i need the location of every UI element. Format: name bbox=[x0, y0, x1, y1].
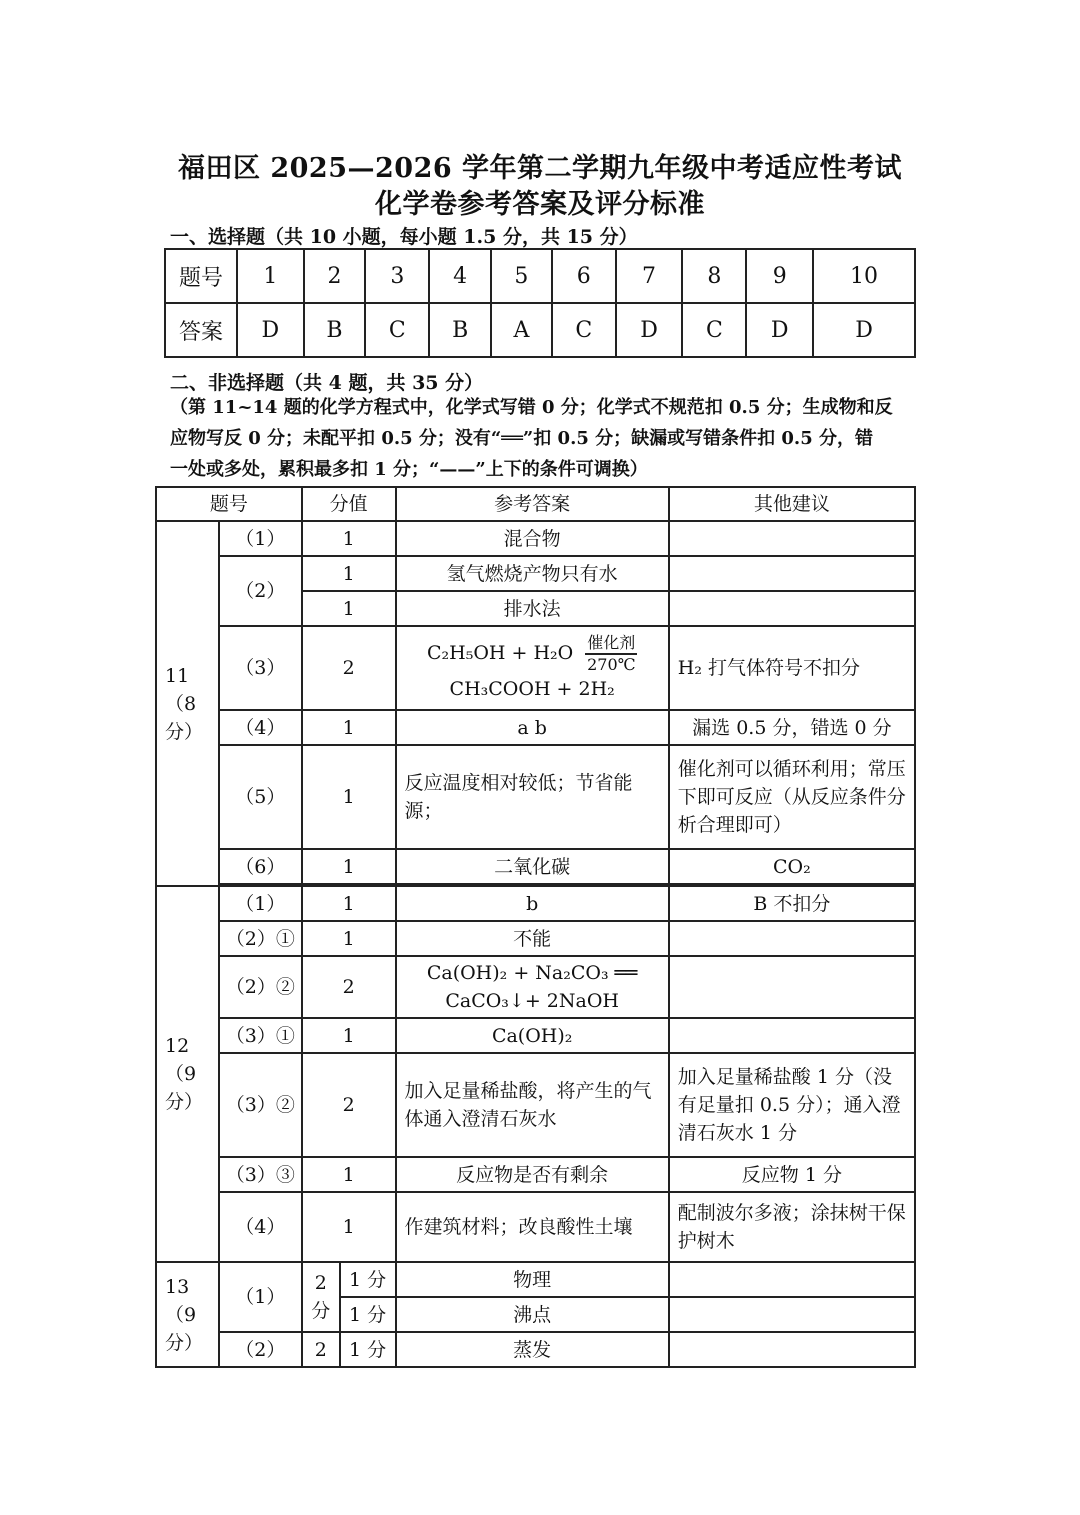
choice-answer: B bbox=[429, 303, 491, 357]
table-row bbox=[156, 1192, 915, 1262]
equation-line-2: CaCO₃↓+ 2NaOH bbox=[445, 990, 619, 1012]
table-row bbox=[156, 956, 915, 1018]
equation-line-1: Ca(OH)₂ + Na₂CO₃ ══ bbox=[426, 962, 638, 984]
other-cell bbox=[669, 521, 915, 556]
choice-answer-table bbox=[164, 248, 916, 358]
other-cell bbox=[669, 1018, 915, 1053]
choice-answer: D bbox=[746, 303, 813, 357]
other-cell: 漏选 0.5 分，错选 0 分 bbox=[669, 710, 915, 745]
score-cell: 2 bbox=[302, 626, 396, 710]
sub-label: （3） bbox=[219, 626, 302, 710]
condition-catalyst: 催化剂 bbox=[585, 633, 637, 655]
other-cell bbox=[669, 1297, 915, 1332]
section2-heading: 二、非选择题（共 4 题，共 35 分） bbox=[170, 372, 484, 394]
other-cell: H₂ 打气体符号不扣分 bbox=[669, 626, 915, 710]
other-cell bbox=[669, 591, 915, 626]
equation-reactants: C₂H₅OH + H₂O bbox=[427, 642, 574, 664]
title-line-1: 福田区 2025—2026 学年第二学期九年级中考适应性考试 bbox=[177, 153, 903, 184]
section1-heading: 一、选择题（共 10 小题，每小题 1.5 分，共 15 分） bbox=[170, 226, 638, 248]
choice-row-label-q: 题号 bbox=[165, 249, 237, 303]
table-row bbox=[156, 1157, 915, 1192]
table-row bbox=[156, 710, 915, 745]
answer-cell: 排水法 bbox=[396, 591, 669, 626]
header-answer: 参考答案 bbox=[396, 487, 669, 521]
score-cell: 1 bbox=[302, 886, 396, 921]
other-cell bbox=[669, 556, 915, 591]
answer-cell: 加入足量稀盐酸，将产生的气体通入澄清石灰水 bbox=[396, 1053, 669, 1157]
choice-answer: D bbox=[616, 303, 683, 357]
choice-number: 2 bbox=[304, 249, 366, 303]
answer-cell: 沸点 bbox=[396, 1297, 669, 1332]
sub-label: （2）② bbox=[219, 956, 302, 1018]
part-score-cell: 1 分 bbox=[340, 1332, 396, 1367]
reaction-condition bbox=[585, 633, 637, 675]
answer-cell: 混合物 bbox=[396, 521, 669, 556]
scoring-note bbox=[170, 392, 915, 485]
answer-cell: 氢气燃烧产物只有水 bbox=[396, 556, 669, 591]
table-row bbox=[156, 626, 915, 710]
choice-answer-row bbox=[165, 303, 915, 357]
header-score: 分值 bbox=[302, 487, 396, 521]
equation-cell bbox=[396, 626, 669, 710]
table-row bbox=[156, 521, 915, 556]
answer-cell: 二氧化碳 bbox=[396, 849, 669, 884]
score-cell: 1 bbox=[302, 1018, 396, 1053]
score-cell: 2 bbox=[302, 1053, 396, 1157]
table-row bbox=[156, 556, 915, 591]
other-cell bbox=[669, 956, 915, 1018]
table-row bbox=[156, 1332, 915, 1367]
table-row bbox=[156, 849, 915, 884]
other-cell: 反应物 1 分 bbox=[669, 1157, 915, 1192]
choice-number: 1 bbox=[237, 249, 304, 303]
choice-number: 7 bbox=[616, 249, 683, 303]
score-cell: 1 bbox=[302, 849, 396, 884]
choice-row-label-a: 答案 bbox=[165, 303, 237, 357]
score-cell: 1 bbox=[302, 921, 396, 956]
sub-label: （2） bbox=[219, 556, 302, 626]
table-row bbox=[156, 1262, 915, 1297]
choice-answer: A bbox=[491, 303, 552, 357]
table-row bbox=[156, 921, 915, 956]
other-cell: 配制波尔多液；涂抹树干保护树木 bbox=[669, 1192, 915, 1262]
choice-number-row bbox=[165, 249, 915, 303]
sub-label: （4） bbox=[219, 1192, 302, 1262]
score-cell: 2 bbox=[302, 1332, 340, 1367]
equation-line-1 bbox=[397, 633, 668, 675]
table-header-row bbox=[156, 487, 915, 521]
score-cell: 2 bbox=[302, 956, 396, 1018]
sub-label: （5） bbox=[219, 745, 302, 849]
answer-cell: 蒸发 bbox=[396, 1332, 669, 1367]
other-cell bbox=[669, 1332, 915, 1367]
score-cell: 2 分 bbox=[302, 1262, 340, 1332]
table-row bbox=[156, 1053, 915, 1157]
score-cell: 1 bbox=[302, 1192, 396, 1262]
choice-number: 10 bbox=[813, 249, 915, 303]
answer-cell: b bbox=[396, 886, 669, 921]
choice-number: 6 bbox=[552, 249, 616, 303]
part-score-cell: 1 分 bbox=[340, 1262, 396, 1297]
equation-products: CH₃COOH + 2H₂ bbox=[449, 678, 615, 700]
other-cell: CO₂ bbox=[669, 849, 915, 884]
sub-label: （3）③ bbox=[219, 1157, 302, 1192]
sub-label: （2）① bbox=[219, 921, 302, 956]
choice-answer: C bbox=[552, 303, 616, 357]
condition-temperature: 270℃ bbox=[587, 655, 636, 674]
choice-number: 3 bbox=[365, 249, 429, 303]
note-line: 应物写反 0 分；未配平扣 0.5 分；没有“══”扣 0.5 分；缺漏或写错条件扣 0.5 分，错 bbox=[170, 428, 873, 449]
equation-cell bbox=[396, 956, 669, 1018]
answer-cell: 作建筑材料；改良酸性土壤 bbox=[396, 1192, 669, 1262]
score-cell: 1 bbox=[302, 1157, 396, 1192]
question-label: 12（9 分） bbox=[156, 886, 219, 1262]
title-line-2: 化学卷参考答案及评分标准 bbox=[375, 189, 705, 220]
other-cell bbox=[669, 1262, 915, 1297]
answer-cell: 不能 bbox=[396, 921, 669, 956]
choice-answer: C bbox=[365, 303, 429, 357]
choice-answer: C bbox=[682, 303, 746, 357]
other-cell bbox=[669, 921, 915, 956]
score-cell: 1 bbox=[302, 591, 396, 626]
choice-answer: D bbox=[237, 303, 304, 357]
other-cell: 催化剂可以循环利用；常压下即可反应（从反应条件分析合理即可） bbox=[669, 745, 915, 849]
scoring-table bbox=[155, 486, 916, 1368]
sub-label: （3）① bbox=[219, 1018, 302, 1053]
table-row bbox=[156, 1018, 915, 1053]
score-cell: 1 bbox=[302, 556, 396, 591]
table-row bbox=[156, 886, 915, 921]
sub-label: （1） bbox=[219, 886, 302, 921]
answer-cell: a b bbox=[396, 710, 669, 745]
question-label: 13（9 分） bbox=[156, 1262, 219, 1367]
sub-label: （3）② bbox=[219, 1053, 302, 1157]
answer-cell: Ca(OH)₂ bbox=[396, 1018, 669, 1053]
answer-cell: 物理 bbox=[396, 1262, 669, 1297]
sub-label: （6） bbox=[219, 849, 302, 884]
note-line: 一处或多处，累积最多扣 1 分；“——”上下的条件可调换） bbox=[170, 459, 648, 480]
question-label: 11（8 分） bbox=[156, 521, 219, 886]
choice-number: 8 bbox=[682, 249, 746, 303]
sub-label: （2） bbox=[219, 1332, 302, 1367]
header-other: 其他建议 bbox=[669, 487, 915, 521]
score-cell: 1 bbox=[302, 745, 396, 849]
other-cell: 加入足量稀盐酸 1 分（没有足量扣 0.5 分）；通入澄清石灰水 1 分 bbox=[669, 1053, 915, 1157]
sub-label: （4） bbox=[219, 710, 302, 745]
sub-label: （1） bbox=[219, 1262, 302, 1332]
note-line: （第 11~14 题的化学方程式中，化学式写错 0 分；化学式不规范扣 0.5 分；生成物和反 bbox=[170, 397, 893, 418]
table-row bbox=[156, 745, 915, 849]
choice-number: 9 bbox=[746, 249, 813, 303]
score-cell: 1 bbox=[302, 521, 396, 556]
choice-number: 5 bbox=[491, 249, 552, 303]
choice-answer: D bbox=[813, 303, 915, 357]
header-q: 题号 bbox=[156, 487, 302, 521]
answer-cell: 反应温度相对较低；节省能源； bbox=[396, 745, 669, 849]
score-cell: 1 bbox=[302, 710, 396, 745]
choice-number: 4 bbox=[429, 249, 491, 303]
other-cell: B 不扣分 bbox=[669, 886, 915, 921]
choice-answer: B bbox=[304, 303, 366, 357]
sub-label: （1） bbox=[219, 521, 302, 556]
answer-cell: 反应物是否有剩余 bbox=[396, 1157, 669, 1192]
part-score-cell: 1 分 bbox=[340, 1297, 396, 1332]
